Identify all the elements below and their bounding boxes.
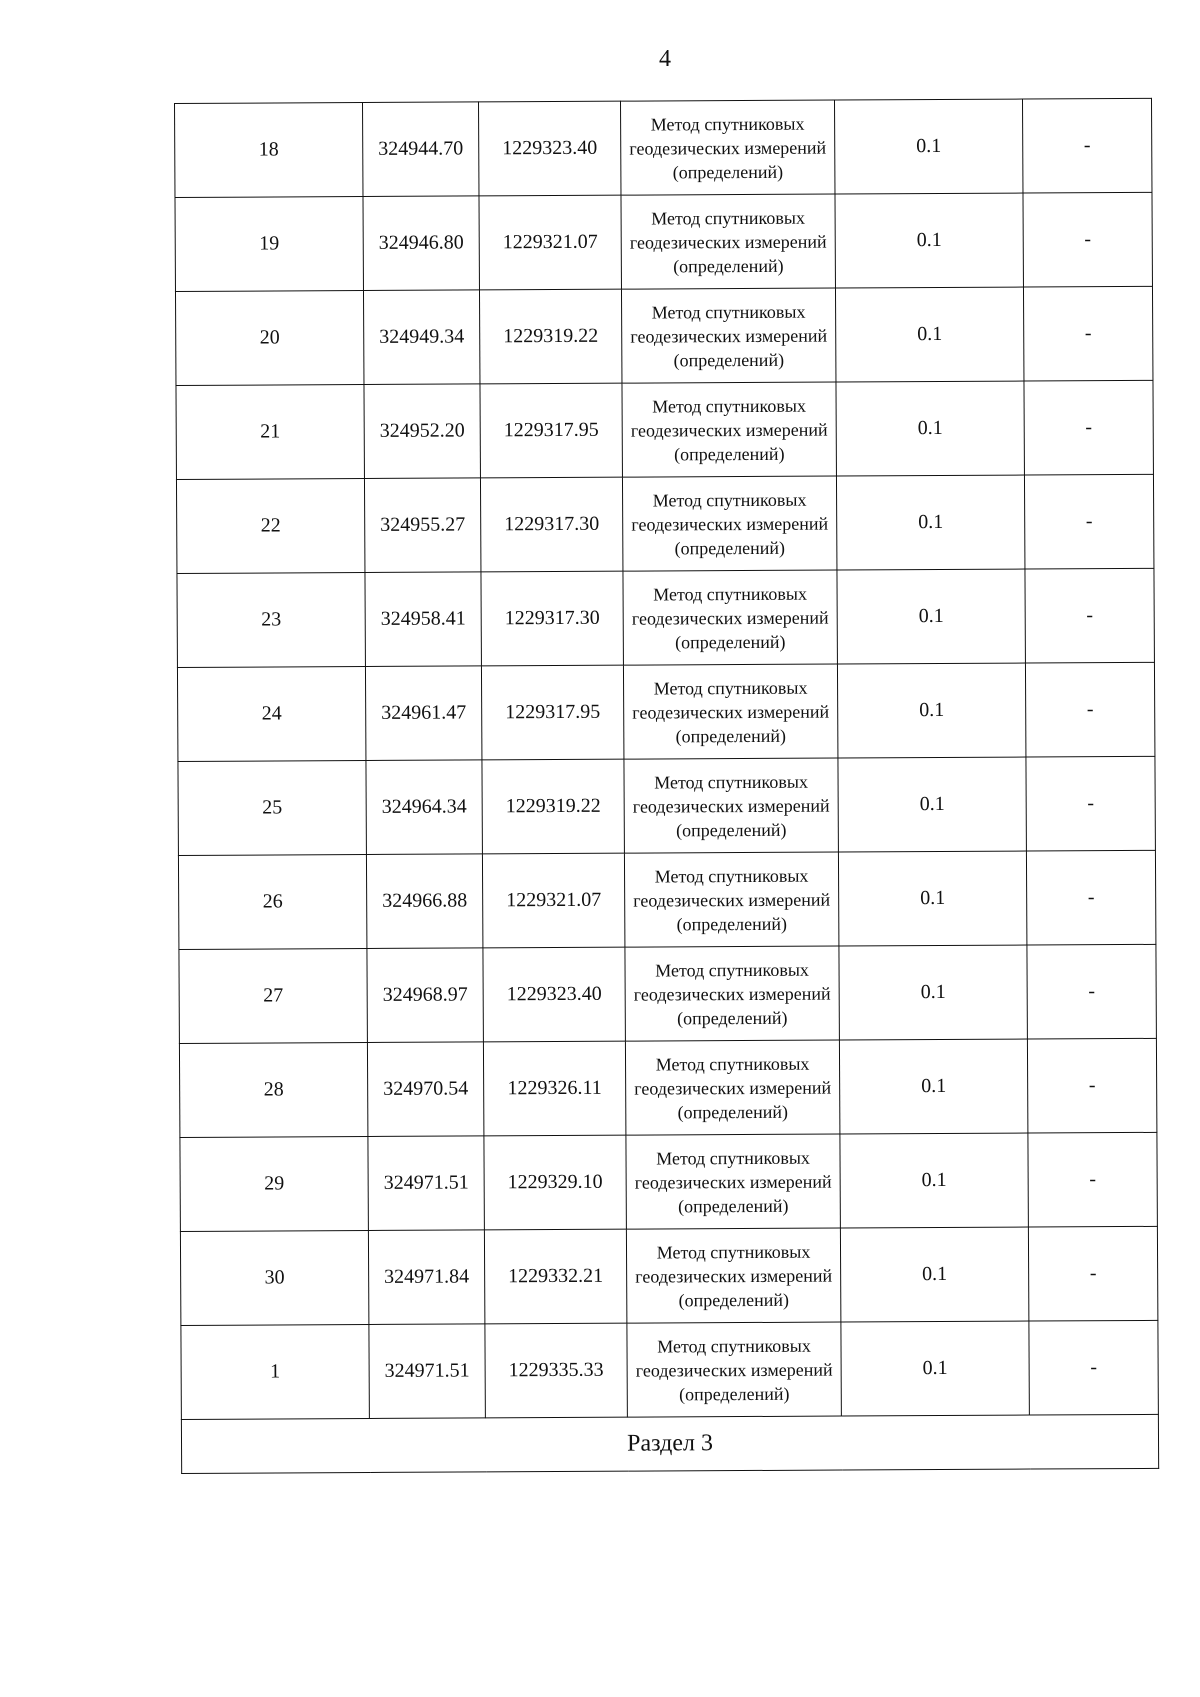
accuracy-cell: 0.1: [835, 287, 1023, 382]
x-coordinate-cell: 324958.41: [365, 572, 481, 667]
x-coordinate-cell: 324968.97: [367, 948, 483, 1043]
table-row: [175, 286, 1152, 385]
x-coordinate-cell: 324955.27: [364, 478, 480, 573]
y-coordinate-cell: 1229321.07: [482, 853, 624, 948]
accuracy-cell: 0.1: [836, 475, 1024, 570]
table-row: [179, 944, 1156, 1043]
table-row: [177, 662, 1154, 761]
x-coordinate-cell: 324971.51: [368, 1136, 484, 1231]
point-number-cell: 21: [176, 385, 364, 480]
y-coordinate-cell: 1229317.95: [480, 383, 622, 478]
x-coordinate-cell: 324971.51: [369, 1324, 485, 1419]
point-number-cell: 24: [177, 667, 365, 762]
description-cell: -: [1026, 850, 1155, 945]
description-cell: -: [1023, 192, 1152, 287]
description-cell: -: [1026, 756, 1155, 851]
point-number-cell: 28: [179, 1043, 367, 1138]
table-row: [178, 756, 1155, 855]
x-coordinate-cell: 324970.54: [367, 1042, 483, 1137]
section-row: [181, 1414, 1158, 1473]
point-number-cell: 1: [181, 1324, 369, 1419]
table-row: [175, 98, 1152, 197]
method-cell: Метод спутниковых геодезических измерений (определений): [623, 570, 837, 665]
point-number-cell: 27: [179, 949, 367, 1044]
table-row: [179, 1038, 1156, 1137]
table-row: [176, 380, 1153, 479]
point-number-cell: 19: [175, 197, 363, 292]
table-row: [178, 850, 1155, 949]
x-coordinate-cell: 324946.80: [363, 196, 479, 291]
point-number-cell: 26: [178, 855, 366, 950]
description-cell: -: [1027, 944, 1156, 1039]
accuracy-cell: 0.1: [835, 193, 1023, 288]
method-cell: Метод спутниковых геодезических измерений (определений): [626, 1228, 840, 1323]
description-cell: -: [1024, 380, 1153, 475]
x-coordinate-cell: 324949.34: [363, 290, 479, 385]
description-cell: -: [1027, 1038, 1156, 1133]
y-coordinate-cell: 1229321.07: [479, 195, 621, 290]
point-number-cell: 22: [176, 479, 364, 574]
point-number-cell: 25: [178, 761, 366, 856]
table-row: [180, 1226, 1157, 1325]
table-row: [175, 192, 1152, 291]
y-coordinate-cell: 1229326.11: [483, 1041, 625, 1136]
y-coordinate-cell: 1229319.22: [482, 759, 624, 854]
method-cell: Метод спутниковых геодезических измерений (определений): [623, 664, 837, 759]
accuracy-cell: 0.1: [838, 851, 1026, 946]
description-cell: -: [1023, 286, 1152, 381]
accuracy-cell: 0.1: [839, 1039, 1027, 1134]
accuracy-cell: 0.1: [836, 381, 1024, 476]
method-cell: Метод спутниковых геодезических измерений (определений): [624, 758, 838, 853]
method-cell: Метод спутниковых геодезических измерений (определений): [621, 194, 835, 289]
method-cell: Метод спутниковых геодезических измерений (определений): [622, 382, 836, 477]
accuracy-cell: 0.1: [839, 945, 1027, 1040]
method-cell: Метод спутниковых геодезических измерений (определений): [625, 1040, 839, 1135]
y-coordinate-cell: 1229317.30: [481, 571, 623, 666]
x-coordinate-cell: 324944.70: [363, 102, 479, 197]
method-cell: Метод спутниковых геодезических измерений (определений): [625, 946, 839, 1041]
method-cell: Метод спутниковых геодезических измерений (определений): [626, 1134, 840, 1229]
description-cell: -: [1028, 1132, 1157, 1227]
accuracy-cell: 0.1: [841, 1321, 1029, 1416]
y-coordinate-cell: 1229323.40: [483, 947, 625, 1042]
method-cell: Метод спутниковых геодезических измерений (определений): [621, 288, 835, 383]
y-coordinate-cell: 1229332.21: [484, 1229, 626, 1324]
y-coordinate-cell: 1229335.33: [485, 1323, 627, 1418]
table-row: [180, 1132, 1157, 1231]
y-coordinate-cell: 1229317.30: [480, 477, 622, 572]
accuracy-cell: 0.1: [840, 1133, 1028, 1228]
method-cell: Метод спутниковых геодезических измерений (определений): [620, 100, 834, 195]
description-cell: -: [1028, 1226, 1157, 1321]
y-coordinate-cell: 1229317.95: [481, 665, 623, 760]
y-coordinate-cell: 1229323.40: [478, 101, 620, 196]
point-number-cell: 23: [177, 573, 365, 668]
point-number-cell: 18: [175, 103, 363, 198]
method-cell: Метод спутниковых геодезических измерений (определений): [622, 476, 836, 571]
description-cell: -: [1022, 98, 1151, 193]
y-coordinate-cell: 1229329.10: [484, 1135, 626, 1230]
page-number: 4: [659, 46, 671, 72]
description-cell: -: [1029, 1320, 1158, 1415]
description-cell: -: [1025, 568, 1154, 663]
x-coordinate-cell: 324952.20: [364, 384, 480, 479]
accuracy-cell: 0.1: [834, 99, 1022, 194]
accuracy-cell: 0.1: [838, 757, 1026, 852]
y-coordinate-cell: 1229319.22: [479, 289, 621, 384]
x-coordinate-cell: 324966.88: [366, 854, 482, 949]
method-cell: Метод спутниковых геодезических измерений (определений): [627, 1322, 841, 1417]
method-cell: Метод спутниковых геодезических измерений (определений): [624, 852, 838, 947]
table-row: [177, 568, 1154, 667]
table-row: [181, 1320, 1158, 1419]
description-cell: -: [1024, 474, 1153, 569]
point-number-cell: 30: [180, 1230, 368, 1325]
table-row: [176, 474, 1153, 573]
accuracy-cell: 0.1: [837, 569, 1025, 664]
point-number-cell: 29: [180, 1136, 368, 1231]
coordinates-table: [174, 98, 1159, 1474]
coordinates-table-body: [175, 98, 1159, 1473]
x-coordinate-cell: 324964.34: [366, 760, 482, 855]
accuracy-cell: 0.1: [837, 663, 1025, 758]
description-cell: -: [1025, 662, 1154, 757]
section-label: Раздел 3: [181, 1414, 1158, 1473]
x-coordinate-cell: 324961.47: [365, 666, 481, 761]
x-coordinate-cell: 324971.84: [368, 1230, 484, 1325]
accuracy-cell: 0.1: [840, 1227, 1028, 1322]
point-number-cell: 20: [175, 291, 363, 386]
